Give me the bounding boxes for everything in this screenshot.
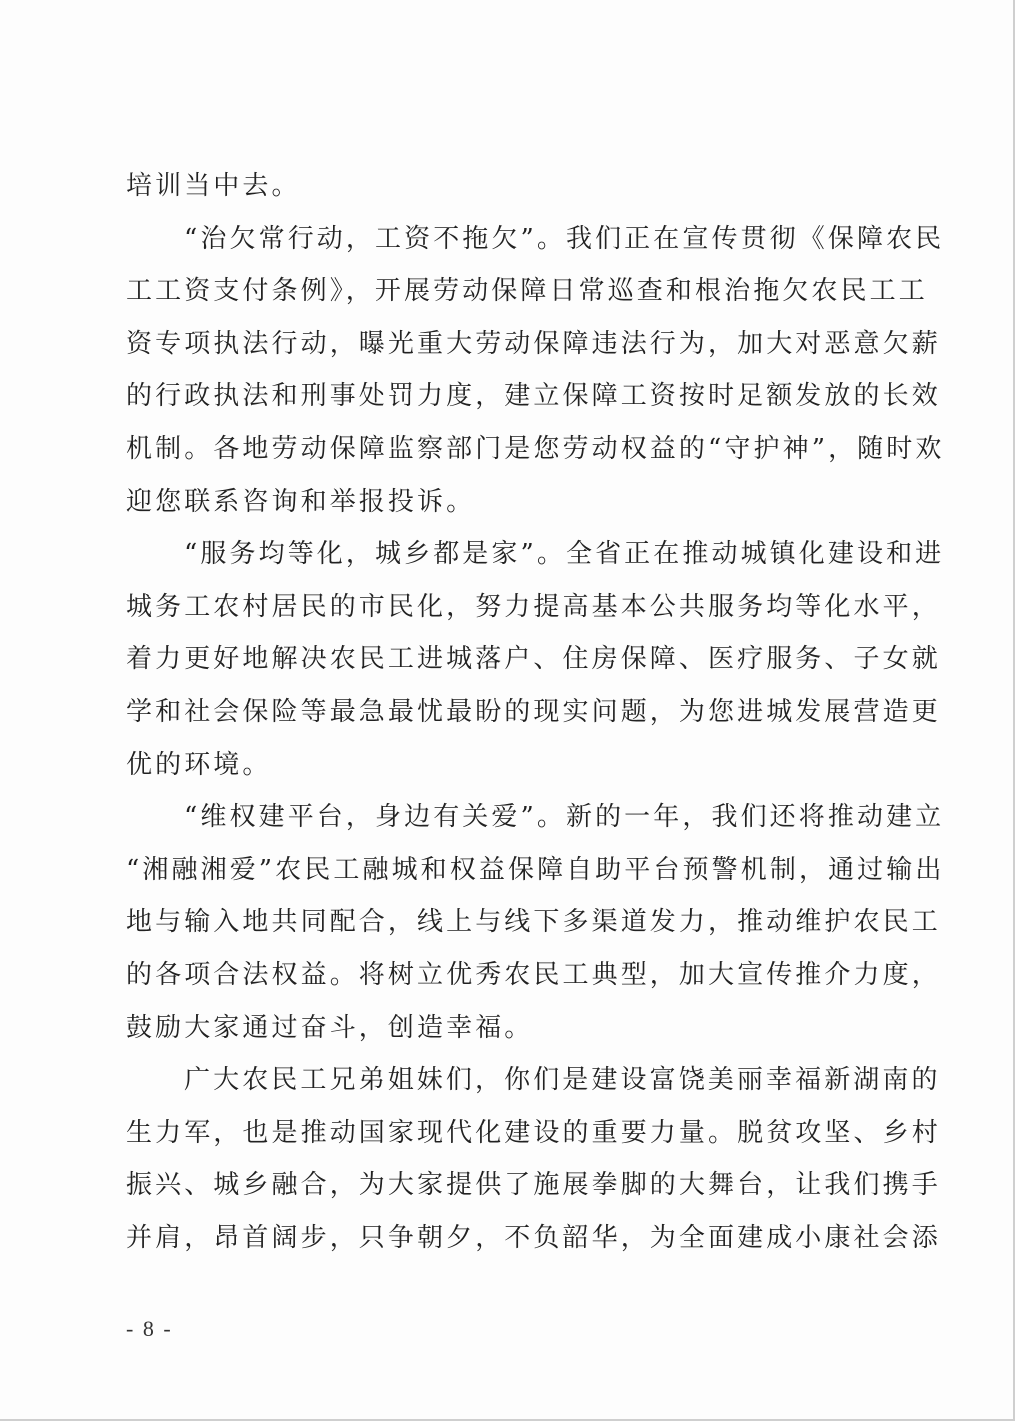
paragraph-start-line: “维权建平台，身边有关爱”。新的一年，我们还将推动建立 [184,802,945,833]
text-line: 地与输入地共同配合，线上与线下多渠道发力，推动维护农民工 [126,907,941,938]
text-line: 资专项执法行动，曝光重大劳动保障违法行为，加大对恶意欠薪 [126,328,941,359]
text-line: “湘融湘爱”农民工融城和权益保障自助平台预警机制，通过输出 [126,854,945,885]
text-line: 生力军，也是推动国家现代化建设的重要力量。脱贫攻坚、乡村 [126,1117,941,1148]
text-line: 振兴、城乡融合，为大家提供了施展拳脚的大舞台，让我们携手 [126,1170,941,1201]
text-line: 鼓励大家通过奋斗，创造幸福。 [126,1012,534,1043]
text-line: 工工资支付条例》，开展劳动保障日常巡查和根治拖欠农民工工 [126,276,928,307]
paragraph-start-line: “服务均等化，城乡都是家”。全省正在推动城镇化建设和进 [184,539,945,570]
text-line: 机制。各地劳动保障监察部门是您劳动权益的“守护神”，随时欢 [126,433,945,464]
text-line: 学和社会保险等最急最忧最盼的现实问题，为您进城发展营造更 [126,696,941,727]
text-line: 迎您联系咨询和举报投诉。 [126,486,476,517]
paragraph-start-line: “治欠常行动，工资不拖欠”。我们正在宣传贯彻《保障农民 [184,223,945,254]
text-line: 的各项合法权益。将树立优秀农民工典型，加大宣传推介力度， [126,959,941,990]
text-line: 培训当中去。 [126,171,301,201]
text-line: 优的环境。 [126,749,272,780]
page-number: - 8 - [126,1316,173,1341]
text-line: 的行政执法和刑事处罚力度，建立保障工资按时足额发放的长效 [126,381,941,412]
paragraph-start-line: 广大农民工兄弟姐妹们，你们是建设富饶美丽幸福新湖南的 [184,1065,941,1096]
body-text [126,160,945,1264]
text-line: 城务工农村居民的市民化，努力提高基本公共服务均等化水平， [126,591,941,622]
text-line: 着力更好地解决农民工进城落户、住房保障、医疗服务、子女就 [126,644,941,675]
text-line: 并肩，昂首阔步，只争朝夕，不负韶华，为全面建成小康社会添 [126,1222,941,1253]
